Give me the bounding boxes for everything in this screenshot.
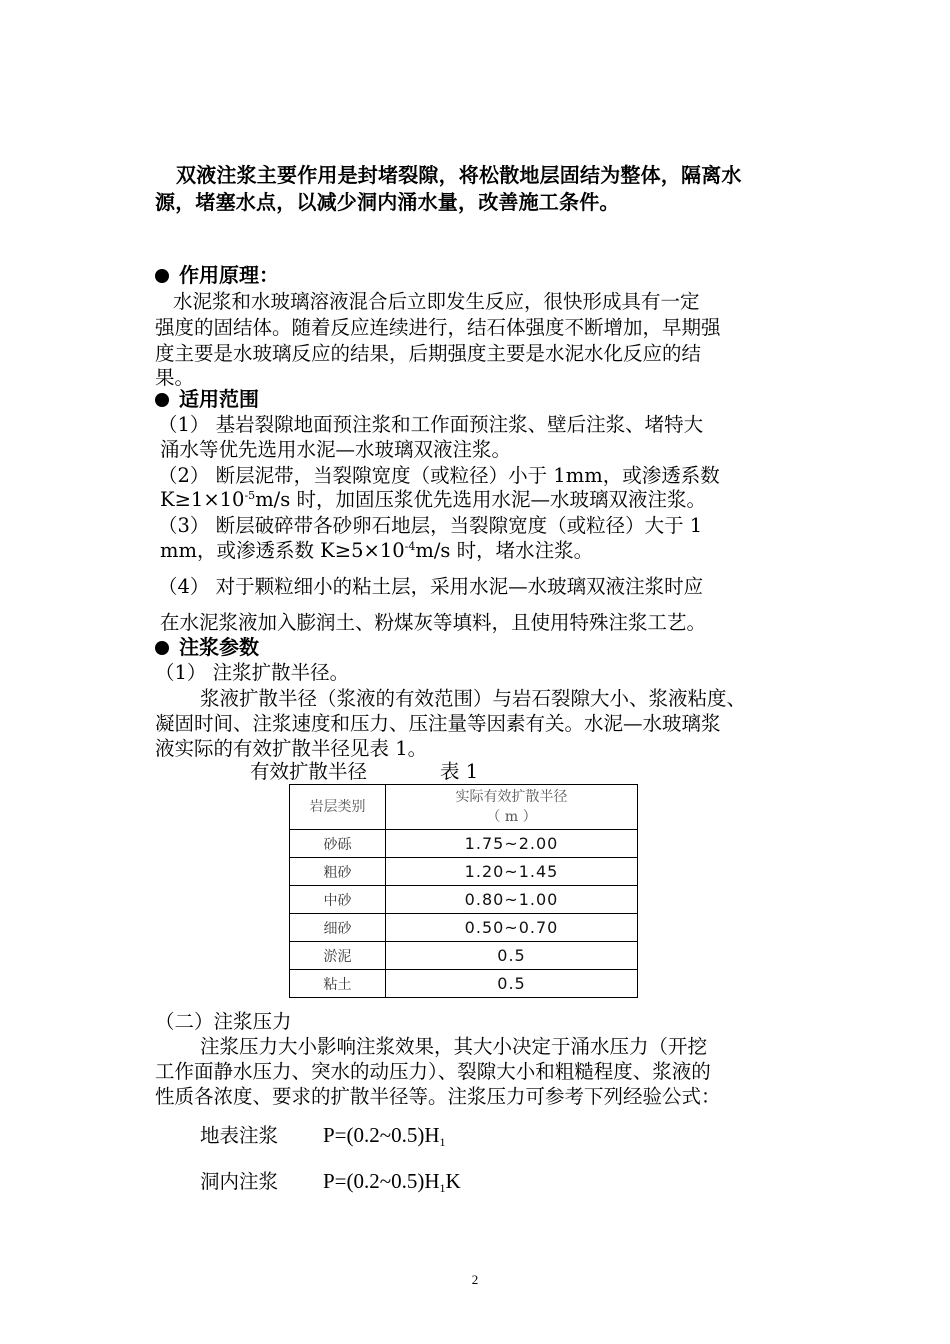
table-row (290, 858, 638, 886)
diffusion-radius-table (289, 784, 638, 998)
scope-item-3-line-1: （3） 断层破碎带各砂卵石地层，当裂隙宽度（或粒径）大于 1 (158, 514, 703, 537)
params-line-3: 液实际的有效扩散半径见表 1。 (155, 737, 428, 760)
scope-item-2-exponent: -5 (244, 489, 256, 502)
scope-item-3-line-2 (160, 537, 593, 564)
rock-type-cell: 淤泥 (290, 942, 386, 970)
header-radius (386, 785, 638, 830)
scope-item-3-exponent: -4 (404, 540, 416, 553)
table-row (290, 886, 638, 914)
scope-item-4-line-1: （4） 对于颗粒细小的粘土层，采用水泥—水玻璃双液注浆时应 (158, 575, 704, 598)
scope-item-2-line-1: （2） 断层泥带，当裂隙宽度（或粒径）小于 1mm，或渗透系数 (158, 464, 720, 487)
principle-heading (155, 262, 279, 289)
pressure-line-1: 注浆压力大小影响注浆效果，其大小决定于涌水压力（开挖 (200, 1035, 708, 1058)
table-row (290, 942, 638, 970)
formula-tunnel (323, 1168, 461, 1195)
params-line-2: 凝固时间、注浆速度和压力、压注量等因素有关。水泥—水玻璃浆 (155, 712, 721, 735)
formula-surface-main: P=(0.2~0.5)H (323, 1123, 440, 1147)
radius-cell: 0.5 (386, 970, 638, 998)
radius-cell: 0.5 (386, 942, 638, 970)
params-line-1: 浆液扩散半径（浆液的有效范围）与岩石裂隙大小、浆液粘度、 (200, 687, 747, 710)
table-header-row (290, 785, 638, 830)
principle-line-1: 水泥浆和水玻璃溶液混合后立即发生反应，很快形成具有一定 (173, 290, 700, 313)
scope-item-2-formula-b: m/s 时，加固压浆优先选用水泥—水玻璃双液注浆。 (255, 488, 706, 511)
header-rock-type: 岩层类别 (290, 785, 386, 830)
radius-cell: 1.75~2.00 (386, 830, 638, 858)
scope-item-3-formula-b: m/s 时，堵水注浆。 (415, 539, 594, 562)
formula-tunnel-tail: K (445, 1169, 461, 1193)
scope-item-1-line-1: （1） 基岩裂隙地面预注浆和工作面预注浆、壁后注浆、堵特大 (158, 413, 704, 436)
formula-surface-subscript: 1 (439, 1135, 446, 1149)
bullet-icon (155, 393, 169, 407)
page-number: 2 (471, 1272, 479, 1287)
table-caption: 有效扩散半径 (250, 760, 368, 783)
header-radius-line-1: 实际有效扩散半径 (455, 789, 568, 805)
radius-cell: 0.80~1.00 (386, 886, 638, 914)
intro-line-1: 双液注浆主要作用是封堵裂隙，将松散地层固结为整体，隔离水 (176, 163, 742, 187)
params-heading (155, 634, 259, 661)
rock-type-cell: 细砂 (290, 914, 386, 942)
scope-heading (155, 386, 259, 413)
scope-item-3-formula-a: mm，或渗透系数 K≥5×10 (160, 539, 405, 562)
rock-type-cell: 砂砾 (290, 830, 386, 858)
params-subheading-1: （1） 注浆扩散半径。 (155, 661, 350, 684)
pressure-line-2: 工作面静水压力、突水的动压力）、裂隙大小和粗糙程度、浆液的 (155, 1060, 711, 1083)
formula-surface (323, 1122, 446, 1149)
scope-item-2-line-2 (160, 486, 706, 513)
principle-heading-text: 作用原理： (179, 263, 279, 287)
scope-item-4-line-2: 在水泥浆液加入膨润土、粉煤灰等填料，且使用特殊注浆工艺。 (160, 611, 707, 634)
rock-type-cell: 粗砂 (290, 858, 386, 886)
params-heading-text: 注浆参数 (179, 635, 259, 659)
pressure-line-3: 性质各浓度、要求的扩散半径等。注浆压力可参考下列经验公式： (155, 1085, 721, 1108)
scope-heading-text: 适用范围 (179, 387, 259, 411)
radius-cell: 0.50~0.70 (386, 914, 638, 942)
formula-tunnel-subscript: 1 (439, 1181, 446, 1195)
pressure-heading: （二）注浆压力 (155, 1010, 292, 1033)
table-number: 表 1 (440, 760, 479, 783)
principle-line-3: 度主要是水玻璃反应的结果，后期强度主要是水泥水化反应的结 (155, 342, 702, 365)
table-row (290, 970, 638, 998)
principle-line-4: 果。 (155, 366, 195, 389)
table-row (290, 914, 638, 942)
rock-type-cell: 粘土 (290, 970, 386, 998)
intro-line-2: 源，堵塞水点，以减少洞内涌水量，改善施工条件。 (155, 190, 620, 214)
formula-tunnel-main: P=(0.2~0.5)H (323, 1169, 440, 1193)
formula-tunnel-label: 洞内注浆 (200, 1170, 279, 1193)
radius-cell: 1.20~1.45 (386, 858, 638, 886)
bullet-icon (155, 641, 169, 655)
scope-item-2-formula-a: K≥1×10 (160, 488, 245, 511)
rock-type-cell: 中砂 (290, 886, 386, 914)
formula-surface-label: 地表注浆 (200, 1124, 279, 1147)
bullet-icon (155, 269, 169, 283)
header-radius-line-2: （ m ） (486, 809, 537, 825)
table-row (290, 830, 638, 858)
scope-item-1-line-2: 涌水等优先选用水泥—水玻璃双液注浆。 (160, 438, 512, 461)
principle-line-2: 强度的固结体。随着反应连续进行，结石体强度不断增加，早期强 (155, 316, 721, 339)
